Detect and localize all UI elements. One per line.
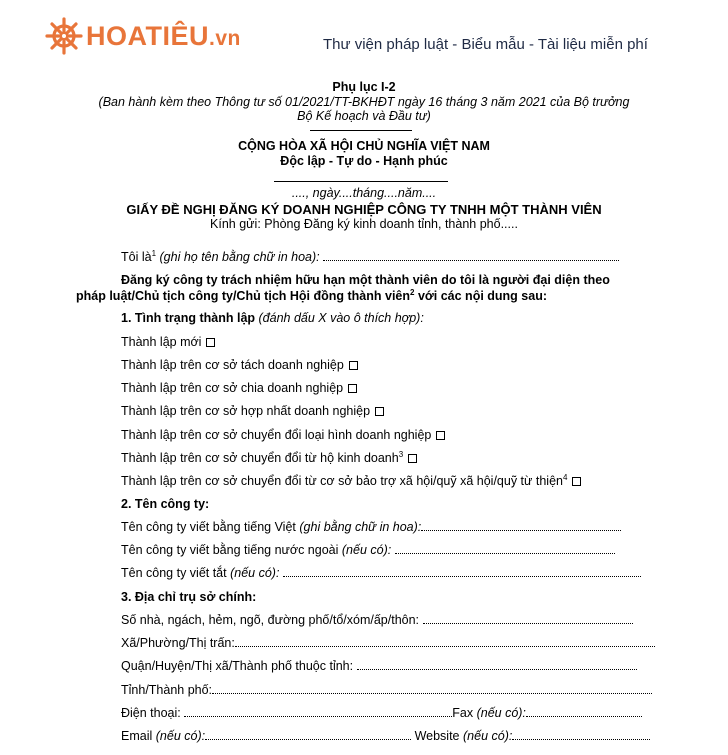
option-row: Thành lập trên cơ sở chuyển đổi từ hộ kinh doanh$^3$ [121, 451, 417, 465]
recipient-line: Kính gửi: Phòng Đăng ký kinh doanh tỉnh, thành phố..... [210, 217, 518, 231]
section1-heading: 1. Tình trạng thành lập (đánh dấu X vào ô thích hợp): [121, 311, 424, 325]
option-row: Thành lập trên cơ sở chuyển đổi từ cơ sở bảo trợ xã hội/quỹ xã hội/quỹ từ thiện$^4$ [121, 474, 581, 488]
checkbox[interactable] [349, 361, 358, 370]
company-short-name-row: Tên công ty viết tắt (nếu có): [121, 566, 641, 580]
option-row: Thành lập trên cơ sở tách doanh nghiệp [121, 358, 358, 372]
date-line: ...., ngày....tháng....năm.... [291, 186, 437, 200]
issued-note-line1: (Ban hành kèm theo Thông tư số 01/2021/TT-BKHĐT ngày 16 tháng 3 năm 2021 của Bộ trưởng [98, 95, 630, 109]
motto-underline [274, 181, 448, 182]
register-statement-line2: pháp luật/Chủ tịch công ty/Chủ tịch Hội đồng thành viên$^2$ với các nội dung sau: [76, 287, 547, 303]
checkbox[interactable] [348, 384, 357, 393]
district-row: Quận/Huyện/Thị xã/Thành phố thuộc tỉnh: [121, 659, 637, 673]
register-statement-line1: Đăng ký công ty trách nhiệm hữu hạn một thành viên do tôi là người đại diện theo [121, 273, 610, 287]
street-row: Số nhà, ngách, hẻm, ngõ, đường phố/tổ/xóm/ấp/thôn: [121, 613, 633, 627]
company-name-vn-field[interactable] [421, 521, 621, 531]
appendix-title: Phụ lục I-2 [332, 80, 396, 94]
option-row: Thành lập mới [121, 335, 215, 349]
option-row: Thành lập trên cơ sở hợp nhất doanh nghiệp [121, 404, 384, 418]
fax-field[interactable] [526, 707, 642, 717]
checkbox[interactable] [572, 477, 581, 486]
checkbox[interactable] [436, 431, 445, 440]
option-row: Thành lập trên cơ sở chia doanh nghiệp [121, 381, 357, 395]
divider [310, 130, 412, 131]
option-row: Thành lập trên cơ sở chuyển đổi loại hình doanh nghiệp [121, 428, 445, 442]
company-name-foreign-field[interactable] [395, 544, 615, 554]
section2-heading: 2. Tên công ty: [121, 497, 210, 511]
document-title: GIẤY ĐỀ NGHỊ ĐĂNG KÝ DOANH NGHIỆP CÔNG TY TNHH MỘT THÀNH VIÊN [126, 202, 602, 217]
national-motto: Độc lập - Tự do - Hạnh phúc [280, 154, 448, 168]
site-logo[interactable] [44, 16, 241, 56]
brand-name: HOATIÊU.vn [86, 20, 241, 51]
site-tagline: Thư viện pháp luật - Biểu mẫu - Tài liệu miễn phí [323, 36, 648, 53]
company-name-vn-row: Tên công ty viết bằng tiếng Việt (ghi bằng chữ in hoa): [121, 520, 621, 534]
issued-note-line2: Bộ Kế hoạch và Đầu tư) [297, 109, 431, 123]
section3-heading: 3. Địa chỉ trụ sở chính: [121, 590, 257, 604]
province-row: Tỉnh/Thành phố: [121, 683, 652, 697]
company-short-name-field[interactable] [283, 567, 641, 577]
phone-fax-row: Điện thoại: Fax (nếu có): [121, 706, 642, 720]
ward-field[interactable] [235, 637, 655, 647]
street-field[interactable] [423, 614, 633, 624]
phone-field[interactable] [184, 707, 452, 717]
email-website-row: Email (nếu có): Website (nếu có): [121, 729, 650, 743]
checkbox[interactable] [375, 407, 384, 416]
applicant-name-field[interactable] [323, 251, 619, 261]
email-field[interactable] [205, 730, 411, 740]
applicant-line: Tôi $là^1$ (ghi họ tên bằng chữ in hoa): [121, 250, 619, 264]
checkbox[interactable] [408, 454, 417, 463]
company-name-foreign-row: Tên công ty viết bằng tiếng nước ngoài (nếu có): [121, 543, 615, 557]
checkbox[interactable] [206, 338, 215, 347]
province-field[interactable] [212, 684, 652, 694]
ward-row: Xã/Phường/Thị trấn: [121, 636, 655, 650]
nation-name: CỘNG HÒA XÃ HỘI CHỦ NGHĨA VIỆT NAM [238, 139, 490, 153]
district-field[interactable] [357, 660, 637, 670]
website-field[interactable] [512, 730, 650, 740]
ship-wheel-icon [44, 16, 84, 56]
